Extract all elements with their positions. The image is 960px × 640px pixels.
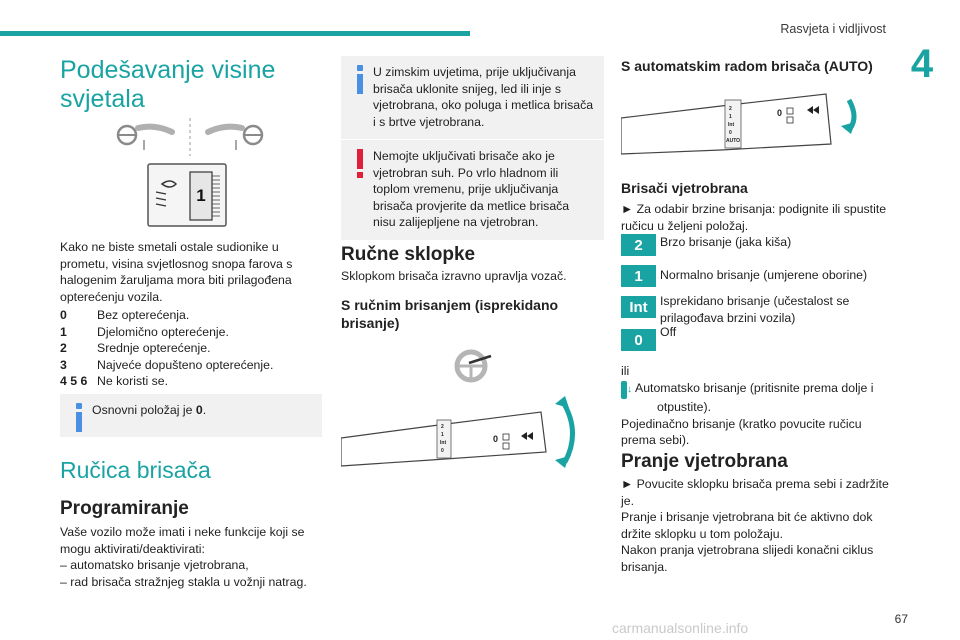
list-item: – automatsko brisanje vjetrobrana, [60, 558, 249, 572]
wash-end: Nakon pranja vjetrobrana slijedi konačni ciklus brisanja. [621, 543, 874, 574]
speed-text: Brzo brisanje (jaka kiša) [660, 235, 792, 249]
auto-mode-text [588, 380, 889, 416]
list-key: 4 5 6 [60, 374, 88, 388]
list-key: 2 [60, 341, 67, 355]
list-text: Ne koristi se. [97, 374, 169, 388]
watermark: carmanualsonline.info [612, 620, 749, 636]
info-note-basic-position [60, 394, 322, 437]
chapter-title: Rasvjeta i vidljivost [780, 22, 886, 36]
speed-text: Normalno brisanje (umjerene oborine) [660, 268, 868, 282]
note-text: Nemojte uključivati brisače ako je vjetrobran suh. Po vrlo hladnom ili toplom vremenu, prije uključivanja brisača provjerite da metlice brisača nisu zalijepljene na vjetrobran. [373, 149, 570, 229]
note-text: Osnovni položaj je [92, 403, 196, 417]
stalk-label: Int [728, 122, 735, 128]
info-note-winter [341, 56, 604, 139]
speed-0-key: 0 [621, 329, 656, 351]
programming-heading: Programiranje [60, 498, 189, 519]
svg-text:Int: Int [440, 440, 447, 446]
speed-text: Isprekidano brisanje (učestalost se prilagođava brzini vozila) [660, 294, 850, 325]
speed-text: Off [660, 325, 677, 339]
programming-body [60, 524, 322, 590]
stalk-label: 1 [729, 114, 732, 120]
headlight-intro [60, 239, 322, 390]
wiper-speed-list [621, 234, 889, 357]
list-text: Srednje opterećenje. [97, 341, 211, 355]
list-item [60, 307, 322, 324]
arrow-down-icon: ↓ [627, 383, 632, 395]
headlight-adjust-heading: Podešavanje visine svjetala [60, 56, 276, 113]
programming-text: Vaše vozilo može imati i neke funkcije koji se mogu aktivirati/deaktivirati: [60, 525, 305, 556]
load-list [60, 307, 322, 390]
headlight-illustration [110, 114, 270, 234]
chapter-number: 4 [910, 42, 934, 86]
list-item [60, 324, 322, 341]
manual-wiper-stalk-illustration [341, 342, 581, 472]
intermittent-heading: S ručnim brisanjem (isprekidano brisanje) [341, 297, 559, 331]
auto-wiper-heading: S automatskim radom brisača (AUTO) [621, 58, 873, 74]
windscreen-wash-heading: Pranje vjetrobrana [621, 451, 788, 472]
warning-icon [351, 149, 369, 179]
wiper-speed-intro: ► Za odabir brzine brisanja: podignite ili spustite ručicu u željeni položaj. [621, 202, 887, 233]
speed-2-key: 2 [621, 234, 656, 256]
note-bold-value: 0 [195, 403, 203, 417]
wash-step: ► Povucite sklopku brisača prema sebi i zadržite je. [621, 477, 889, 508]
list-key: 1 [60, 324, 67, 339]
svg-text:0: 0 [777, 108, 783, 118]
headlight-intro-text: Kako ne biste smetali ostale sudionike u prometu, visina svjetlosnog snopa farova s halogenim žaruljama mora biti prilagođena opterećenju vozila. [60, 240, 293, 304]
svg-text:1: 1 [441, 432, 444, 438]
dial-label: 1 [196, 186, 206, 205]
manual-switches-text: Sklopkom brisača izravno upravlja vozač. [341, 269, 567, 283]
list-key: 3 [60, 357, 67, 372]
list-item [621, 234, 889, 265]
svg-text:2: 2 [441, 424, 444, 430]
auto-mode-block [588, 363, 889, 449]
list-item [621, 265, 889, 296]
svg-text:0: 0 [441, 448, 444, 454]
list-item [621, 325, 889, 357]
page-number: 67 [894, 612, 908, 626]
svg-text:0: 0 [493, 434, 499, 444]
list-text: Djelomično opterećenje. [97, 324, 229, 339]
list-item [60, 373, 322, 390]
header-accent-bar [0, 31, 470, 36]
list-key: 0 [60, 308, 67, 322]
windscreen-wipers-heading: Brisači vjetrobrana [621, 180, 748, 196]
warning-note-dry-windscreen [341, 140, 604, 240]
wash-text: Pranje i brisanje vjetrobrana bit će aktivno dok držite sklopku u tom položaju. [621, 510, 873, 541]
stalk-label: 2 [729, 106, 732, 112]
list-item: – rad brisača stražnjeg stakla u vožnji natrag. [60, 574, 307, 589]
list-text: Bez opterećenja. [97, 308, 190, 322]
info-icon [70, 403, 88, 433]
wiper-stalk-heading: Ručica brisača [60, 457, 211, 483]
or-text: ili [621, 364, 630, 378]
note-end: . [202, 403, 207, 417]
auto-wiper-stalk-illustration [621, 86, 871, 166]
stalk-label: 0 [729, 130, 732, 136]
stalk-label: AUTO [726, 138, 741, 144]
manual-switches-heading: Ručne sklopke [341, 244, 476, 265]
info-icon [351, 65, 369, 95]
speed-int-key: Int [621, 296, 656, 318]
list-text: Najveće dopušteno opterećenje. [97, 357, 274, 372]
note-text: U zimskim uvjetima, prije uključivanja brisača uklonite snijeg, led ili inje s vjetrobrana, oko poluga i metlica brisača i s brtve vjetrobrana. [373, 65, 594, 129]
speed-1-key: 1 [621, 265, 656, 287]
list-item [60, 357, 322, 374]
windscreen-wash-body [621, 476, 889, 575]
single-wipe-text: Pojedinačno brisanje (kratko povucite ručicu prema sebi). [621, 416, 862, 447]
auto-badge: AUTO [621, 381, 627, 400]
list-item [60, 340, 322, 357]
auto-text: Automatsko brisanje (pritisnite prema dolje i otpustite). [635, 380, 874, 414]
